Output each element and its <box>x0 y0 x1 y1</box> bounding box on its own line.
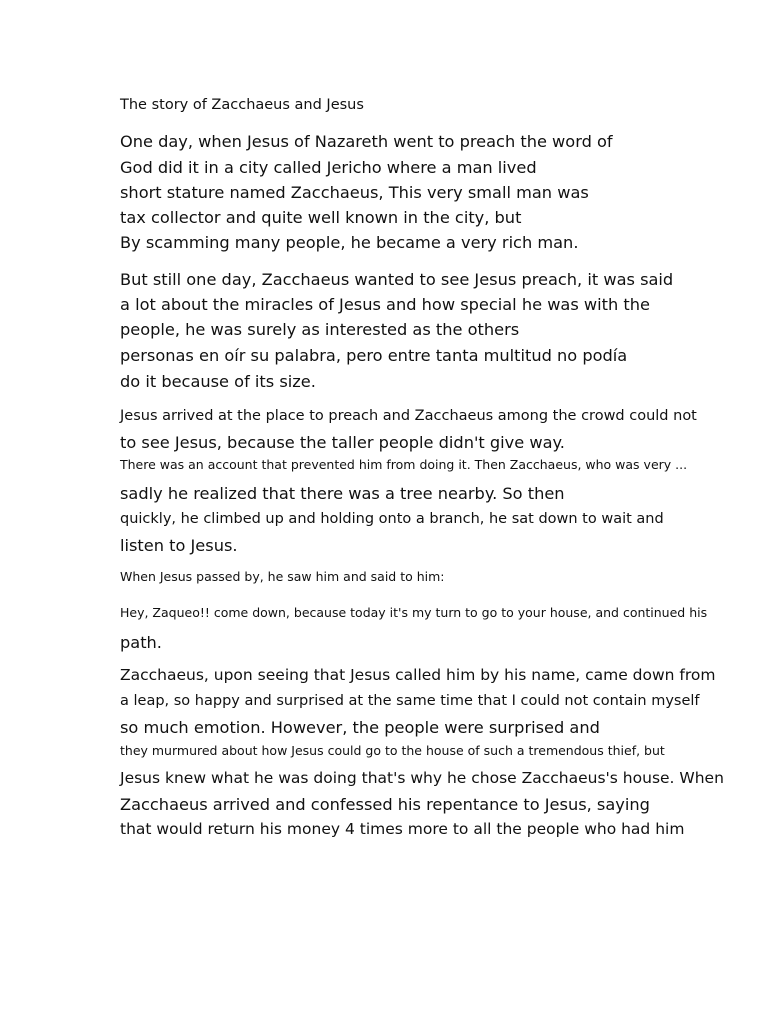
text-line: quickly, he climbed up and holding onto a branch, he sat down to wait and <box>120 511 664 527</box>
text-line: But still one day, Zacchaeus wanted to see Jesus preach, it was said <box>120 270 674 289</box>
text-line: to see Jesus, because the taller people didn't give way. <box>120 433 565 452</box>
text-line: tax collector and quite well known in the city, but <box>120 208 522 227</box>
text-line: Zacchaeus arrived and confessed his repentance to Jesus, saying <box>120 795 650 814</box>
document-title: The story of Zacchaeus and Jesus <box>120 97 364 113</box>
text-line: path. <box>120 633 162 652</box>
text-line: listen to Jesus. <box>120 536 238 555</box>
text-line: personas en oír su palabra, pero entre tanta multitud no podía <box>120 346 628 365</box>
text-line: a lot about the miracles of Jesus and how special he was with the <box>120 295 650 314</box>
text-line: God did it in a city called Jericho where a man lived <box>120 158 537 177</box>
text-line: When Jesus passed by, he saw him and said to him: <box>120 569 445 584</box>
text-line: There was an account that prevented him from doing it. Then Zacchaeus, who was very ... <box>120 457 688 472</box>
text-line: sadly he realized that there was a tree nearby. So then <box>120 484 565 503</box>
text-line: By scamming many people, he became a very rich man. <box>120 233 579 252</box>
text-line: Jesus arrived at the place to preach and Zacchaeus among the crowd could not <box>120 408 697 424</box>
text-line: Zacchaeus, upon seeing that Jesus called him by his name, came down from <box>120 666 716 684</box>
text-line: Jesus knew what he was doing that's why he chose Zacchaeus's house. When <box>120 769 724 787</box>
text-line: they murmured about how Jesus could go to the house of such a tremendous thief, but <box>120 743 665 758</box>
text-line: One day, when Jesus of Nazareth went to preach the word of <box>120 132 613 151</box>
text-line: do it because of its size. <box>120 372 316 391</box>
text-line: a leap, so happy and surprised at the same time that I could not contain myself <box>120 693 700 709</box>
text-line: so much emotion. However, the people were surprised and <box>120 718 600 737</box>
text-line: that would return his money 4 times more to all the people who had him <box>120 820 685 838</box>
text-line: people, he was surely as interested as the others <box>120 320 520 339</box>
text-line: Hey, Zaqueo!! come down, because today it's my turn to go to your house, and continued his <box>120 605 708 620</box>
text-line: short stature named Zacchaeus, This very small man was <box>120 183 589 202</box>
